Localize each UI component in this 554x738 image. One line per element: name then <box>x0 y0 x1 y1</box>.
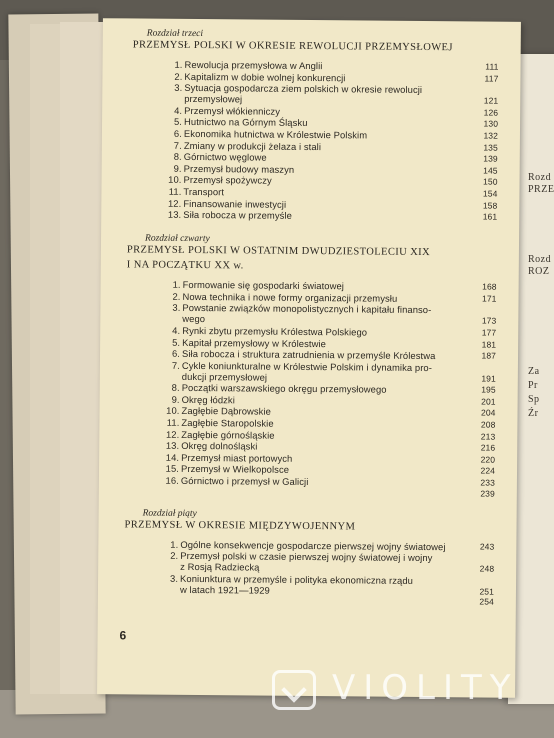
entry-number: 6. <box>171 347 181 359</box>
entry-title: Górnictwo i przemysł w Galicji <box>180 474 309 488</box>
entry-page-number: 239 <box>480 488 495 499</box>
entry-page-number: 126 <box>483 107 499 118</box>
entry-title: Przemysł polski w czasie pierwszej wojny światowej i wojny <box>180 550 433 564</box>
entry-page-number: 173 <box>481 315 497 326</box>
toc-entry <box>126 359 496 384</box>
entry-title: Przemysł spożywczy <box>183 174 272 187</box>
entry-number: 12. <box>165 428 180 440</box>
page-number: 6 <box>119 628 127 643</box>
entry-number: 13. <box>165 440 180 452</box>
entry-page-number: 177 <box>481 327 497 338</box>
facing-page-text: Źr <box>528 408 539 419</box>
entry-number: 5. <box>172 336 181 348</box>
entry-page-number: 204 <box>480 407 496 419</box>
entry-page-number: 243 <box>479 541 495 552</box>
entry-page-number: 150 <box>483 176 498 187</box>
chapter-label: Rozdział czwarty <box>144 233 210 245</box>
entry-number: 1. <box>170 538 179 550</box>
entry-page-number: 213 <box>480 431 496 442</box>
entry-title: Formowanie się gospodarki światowej <box>182 279 345 292</box>
entry-page-number: 154 <box>482 188 498 199</box>
chapter-title: PRZEMYSŁ W OKRESIE MIĘDZYWOJENNYM <box>124 519 356 533</box>
entry-number: 3. <box>174 82 183 94</box>
watermark-logo-icon <box>272 670 316 710</box>
entry-number: 1. <box>174 58 183 70</box>
toc-entry <box>124 572 494 597</box>
entry-page-number: 201 <box>481 396 496 407</box>
entry-title: Siła robocza i struktura zatrudnienia w przemyśle Królestwa <box>181 347 436 362</box>
entry-number: 10. <box>168 174 182 186</box>
entry-number: 7. <box>173 139 182 151</box>
entry-page-number: 248 <box>479 563 495 574</box>
entry-number: 4. <box>172 324 181 336</box>
entry-title: z Rosją Radziecką <box>180 561 260 573</box>
entry-number: 6. <box>173 127 183 139</box>
toc-entry <box>124 550 494 575</box>
entry-title: w latach 1921—1929 <box>179 583 270 596</box>
entry-number: 13. <box>167 208 182 221</box>
entry-number: 7. <box>171 359 180 371</box>
entry-page-number: 145 <box>483 165 498 176</box>
facing-page-text: Pr <box>528 380 538 391</box>
entry-title: Rynki zbytu przemysłu Królestwa Polskiego <box>182 324 368 338</box>
entry-title: Początki warszawskiego okręgu przemysłowego <box>181 382 387 395</box>
entry-number: 12. <box>167 197 182 209</box>
entry-number: 14. <box>165 451 180 463</box>
entry-title: dukcji przemysłowej <box>181 370 268 383</box>
entry-number: 10. <box>166 405 180 417</box>
entry-number: 11. <box>168 185 182 197</box>
entry-title: Górnictwo węglowe <box>183 151 267 163</box>
entry-page-number: 191 <box>481 373 496 384</box>
entry-title: Finansowanie inwestycji <box>183 197 287 210</box>
entry-number: 3. <box>169 572 179 584</box>
entry-title: wego <box>182 313 206 325</box>
entry-title: Zagłębie Dąbrowskie <box>181 405 272 418</box>
entry-number: 1. <box>172 278 181 291</box>
entry-page-number: 111 <box>485 61 499 72</box>
entry-title: Nowa technika i nowe formy organizacji przemysłu <box>182 290 398 304</box>
entry-page-number: 117 <box>484 73 499 84</box>
entry-number: 4. <box>174 104 183 116</box>
entry-title: Ogólne konsekwencje gospodarcze pierwszej wojny światowej <box>180 538 446 552</box>
entry-number: 9. <box>171 393 180 405</box>
entry-title: Okręg łódzki <box>181 393 235 406</box>
entry-number: 3. <box>172 302 181 314</box>
entry-page-number: 135 <box>483 142 498 153</box>
contents-page <box>97 18 521 698</box>
chapter-section <box>124 508 495 608</box>
facing-page-text: Za <box>528 366 540 377</box>
facing-page-text: Sp <box>528 394 540 405</box>
entry-number: 8. <box>171 382 180 394</box>
entry-page-number: 181 <box>481 339 497 350</box>
chapter-label: Rozdział piąty <box>142 508 197 519</box>
entry-page-number: 224 <box>480 465 496 477</box>
entry-title: Okręg dolnośląski <box>181 440 258 452</box>
entry-title: Kapitalizm w dobie wolnej konkurencji <box>184 70 346 83</box>
watermark-text: VIOLITY <box>332 668 519 708</box>
entry-page-number: 130 <box>483 118 499 130</box>
entry-title: Hutnictwo na Górnym Śląsku <box>184 116 308 129</box>
entry-title: Ekonomika hutnictwa w Królestwie Polskim <box>183 127 368 141</box>
chapter-title: I NA POCZĄTKU XX w. <box>126 259 244 272</box>
entry-title: Powstanie związków monopolistycznych i kapitału finanso- <box>182 302 432 316</box>
entry-title: Cykle koniunkturalne w Królestwie Polskim i dynamika pro- <box>181 359 433 373</box>
entry-title: Transport <box>183 185 225 198</box>
entry-title: Przemysł w Wielkopolsce <box>180 463 290 476</box>
watermark <box>272 666 542 714</box>
chapter-title: PRZEMYSŁ POLSKI W OSTATNIM DWUDZIESTOLECIU XIX <box>126 244 431 259</box>
toc-entry-trailing-page <box>124 595 494 608</box>
entry-page-number: 195 <box>481 384 496 395</box>
entry-page-number: 208 <box>480 419 496 430</box>
entry-number: 16. <box>165 474 179 486</box>
entry-page-number: 171 <box>482 293 497 304</box>
facing-page-text: Rozd <box>528 172 552 183</box>
entry-number: 8. <box>173 150 182 163</box>
entry-page-number: 220 <box>480 454 496 465</box>
entry-title: Rewolucja przemysłowa w Anglii <box>184 58 323 72</box>
toc-entry-trailing-page <box>125 486 495 499</box>
entry-number: 2. <box>170 550 179 562</box>
toc-entry <box>127 209 497 223</box>
entry-title: Przemysł budowy maszyn <box>183 162 295 175</box>
entry-title: Koniunktura w przemyśle i polityka ekonomiczna rządu <box>180 572 414 586</box>
entry-page-number: 168 <box>482 281 497 292</box>
entry-number: 9. <box>173 162 182 174</box>
chapter-label: Rozdział trzeci <box>146 28 204 40</box>
entry-number: 2. <box>174 70 183 82</box>
entry-page-number: 233 <box>480 477 495 488</box>
toc-entry <box>126 302 496 327</box>
entry-page-number: 158 <box>482 200 498 211</box>
chapter-title: PRZEMYSŁ POLSKI W OKRESIE REWOLUCJI PRZEMYSŁOWEJ <box>132 39 453 54</box>
entry-page-number: 187 <box>481 350 497 361</box>
entry-number: 5. <box>173 116 183 128</box>
entry-page-number: 161 <box>482 211 498 222</box>
entry-title: Przemysł włókienniczy <box>184 104 281 117</box>
table-of-contents <box>124 28 499 608</box>
facing-page-text: PRZE <box>528 184 554 195</box>
entry-number: 11. <box>166 416 180 428</box>
entry-title: przemysłowej <box>184 93 243 105</box>
entry-title: Zmiany w produkcji żelaza i stali <box>183 139 322 152</box>
facing-page-text: Rozd <box>528 254 552 265</box>
entry-title: Zagłębie Staropolskie <box>181 416 274 429</box>
entry-page-number: 251 <box>479 586 495 597</box>
facing-page-text: ROZ <box>528 266 550 277</box>
chapter-section <box>125 234 497 500</box>
entry-title: Zagłębie górnośląskie <box>181 428 275 441</box>
entry-title: Przemysł miast portowych <box>181 451 293 464</box>
entry-page-number: 121 <box>483 95 499 106</box>
entry-number: 2. <box>172 290 181 302</box>
entry-page-number: 132 <box>483 130 498 141</box>
toc-entry <box>128 82 498 107</box>
chapter-section <box>127 28 499 222</box>
entry-title: Sytuacja gospodarcza ziem polskich w okresie rewolucji <box>184 82 423 96</box>
entry-page-number: 254 <box>479 596 494 608</box>
entry-number: 15. <box>165 463 180 475</box>
entry-page-number: 139 <box>483 153 498 164</box>
entry-page-number: 216 <box>480 442 496 453</box>
entry-title: Kapitał przemysłowy w Królestwie <box>182 336 327 349</box>
entry-title: Siła robocza w przemyśle <box>183 209 292 221</box>
